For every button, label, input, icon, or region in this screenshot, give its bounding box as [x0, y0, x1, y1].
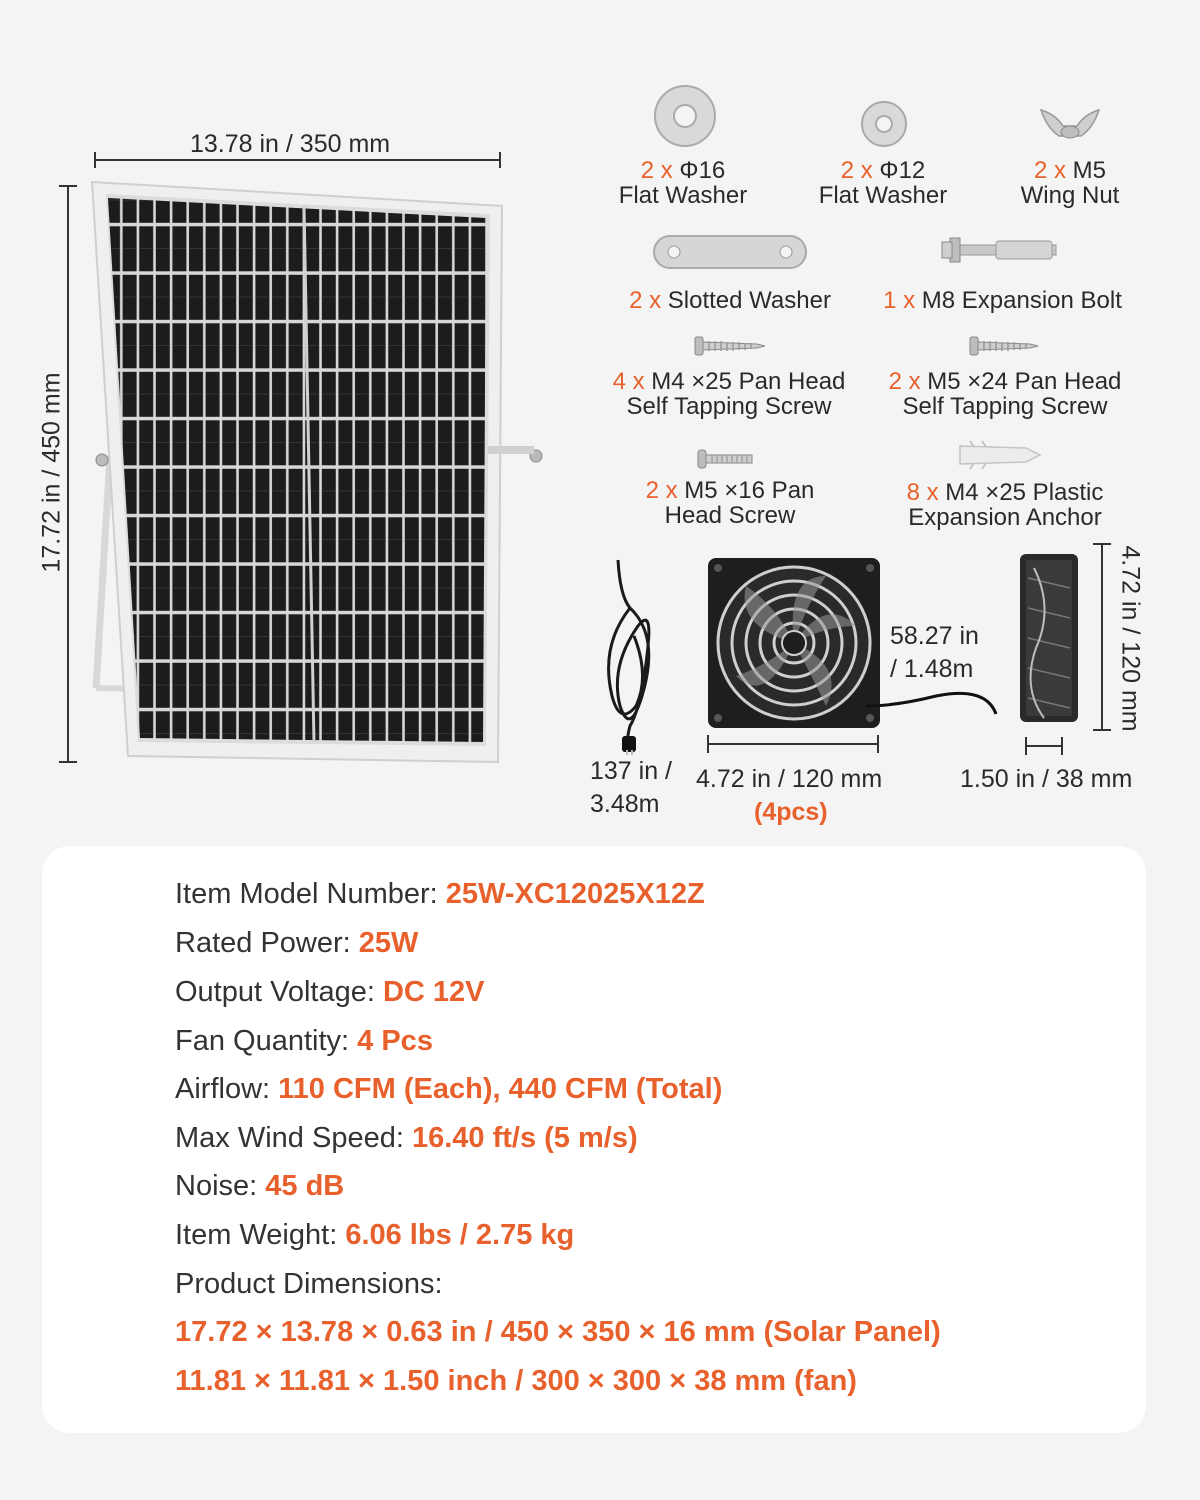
part-size: M5 ×16 Pan [684, 477, 815, 504]
part-large-flat-washer [598, 158, 768, 208]
fan-cable-length-in: 58.27 in [890, 622, 979, 650]
machine-screw-icon [696, 448, 756, 470]
part-size: M5 [1072, 157, 1107, 184]
part-qty: 2 x [645, 477, 678, 504]
part-wing-nut [990, 158, 1150, 208]
tapping-screw-icon [693, 334, 767, 358]
spec-noise [175, 1169, 344, 1203]
spec-dimensions-panel: 17.72 × 13.78 × 0.63 in / 450 × 350 × 16 mm (Solar Panel) [175, 1316, 941, 1348]
spec-label: Item Model Number: [175, 878, 446, 910]
spec-value: 6.06 lbs / 2.75 kg [345, 1219, 575, 1251]
spec-rated-power [175, 926, 418, 960]
part-name: M8 Expansion Bolt [921, 287, 1122, 314]
panel-height-label: 17.72 in / 450 mm [37, 372, 66, 573]
tapping-screw-icon [968, 334, 1040, 358]
fan-depth-label: 1.50 in / 38 mm [960, 765, 1133, 793]
fan-count-label: (4pcs) [754, 798, 828, 826]
part-qty: 2 x [888, 368, 921, 395]
spec-value: 25W-XC12025X12Z [445, 878, 705, 910]
part-small-flat-washer [798, 158, 968, 208]
part-name: Head Screw [664, 502, 796, 529]
part-qty: 2 x [629, 287, 662, 314]
fan-height-label: 4.72 in / 120 mm [1116, 545, 1145, 732]
spec-dimensions-label: Product Dimensions: [175, 1268, 443, 1300]
spec-value: 110 CFM (Each), 440 CFM (Total) [278, 1073, 723, 1105]
part-expansion-bolt [860, 288, 1145, 313]
spec-label: Noise: [175, 1170, 266, 1202]
part-m5-machine-screw [610, 478, 850, 528]
spec-label: Output Voltage: [175, 976, 383, 1008]
part-name: Wing Nut [1020, 182, 1120, 209]
spec-label: Max Wind Speed: [175, 1122, 412, 1154]
part-size: M4 ×25 Plastic [945, 479, 1104, 506]
cable-length-label [590, 755, 672, 821]
part-size: Φ12 [879, 157, 926, 184]
spec-value: 25W [358, 927, 419, 959]
part-m4-tapping-screw [590, 369, 868, 419]
part-qty: 1 x [883, 287, 916, 314]
part-size: Φ16 [679, 157, 726, 184]
part-name: Self Tapping Screw [626, 393, 832, 420]
spec-model [175, 877, 705, 911]
part-qty: 8 x [906, 479, 939, 506]
spec-value: 4 Pcs [357, 1025, 433, 1057]
fan-depth-dimension-line [1022, 734, 1066, 758]
spec-label: Rated Power: [175, 927, 359, 959]
expansion-bolt-icon [940, 230, 1060, 270]
part-m5-tapping-screw [866, 369, 1144, 419]
part-name: Flat Washer [618, 182, 748, 209]
fan-width-dimension-line [702, 732, 884, 756]
spec-label: Item Weight: [175, 1219, 346, 1251]
part-qty: 2 x [840, 157, 873, 184]
part-qty: 2 x [640, 157, 673, 184]
spec-label: Fan Quantity: [175, 1025, 358, 1057]
part-name: Flat Washer [818, 182, 948, 209]
small-flat-washer-icon [860, 100, 908, 148]
spec-airflow [175, 1072, 722, 1106]
spec-value: 45 dB [265, 1170, 345, 1202]
spec-item-weight [175, 1218, 574, 1252]
panel-width-dimension-line [90, 150, 505, 174]
part-name: Expansion Anchor [908, 504, 1102, 531]
wing-nut-icon [1037, 104, 1103, 144]
part-plastic-anchor [866, 480, 1144, 530]
solar-panel-image [88, 176, 558, 768]
fan-cable-length-m: / 1.48m [890, 655, 974, 683]
part-slotted-washer [600, 288, 860, 313]
fan-height-dimension-line [1090, 540, 1114, 736]
part-size: M5 ×24 Pan Head [927, 368, 1122, 395]
spec-max-wind-speed [175, 1121, 638, 1155]
spec-dimensions-fan: 11.81 × 11.81 × 1.50 inch / 300 × 300 × 38 mm (fan) [175, 1365, 857, 1397]
part-name: Slotted Washer [667, 287, 831, 314]
part-size: M4 ×25 Pan Head [651, 368, 846, 395]
fan-width-label: 4.72 in / 120 mm [696, 765, 883, 793]
cable-length-in: 137 in / [590, 757, 673, 785]
spec-value: 16.40 ft/s (5 m/s) [411, 1122, 638, 1154]
plastic-anchor-icon [956, 438, 1044, 472]
part-name: Self Tapping Screw [902, 393, 1108, 420]
cable-length-m: 3.48m [590, 790, 660, 818]
spec-label: Airflow: [175, 1073, 279, 1105]
power-cable-icon [590, 556, 670, 756]
part-qty: 2 x [1033, 157, 1066, 184]
part-qty: 4 x [612, 368, 645, 395]
large-flat-washer-icon [653, 84, 717, 148]
fan-side-image [1014, 548, 1084, 728]
spec-card [42, 846, 1146, 1433]
fan-cable-length-label [890, 620, 979, 686]
slotted-washer-icon [652, 232, 808, 272]
spec-value: DC 12V [382, 976, 485, 1008]
spec-fan-quantity [175, 1024, 433, 1058]
spec-output-voltage [175, 975, 485, 1009]
panel-width-label: 13.78 in / 350 mm [190, 130, 391, 158]
